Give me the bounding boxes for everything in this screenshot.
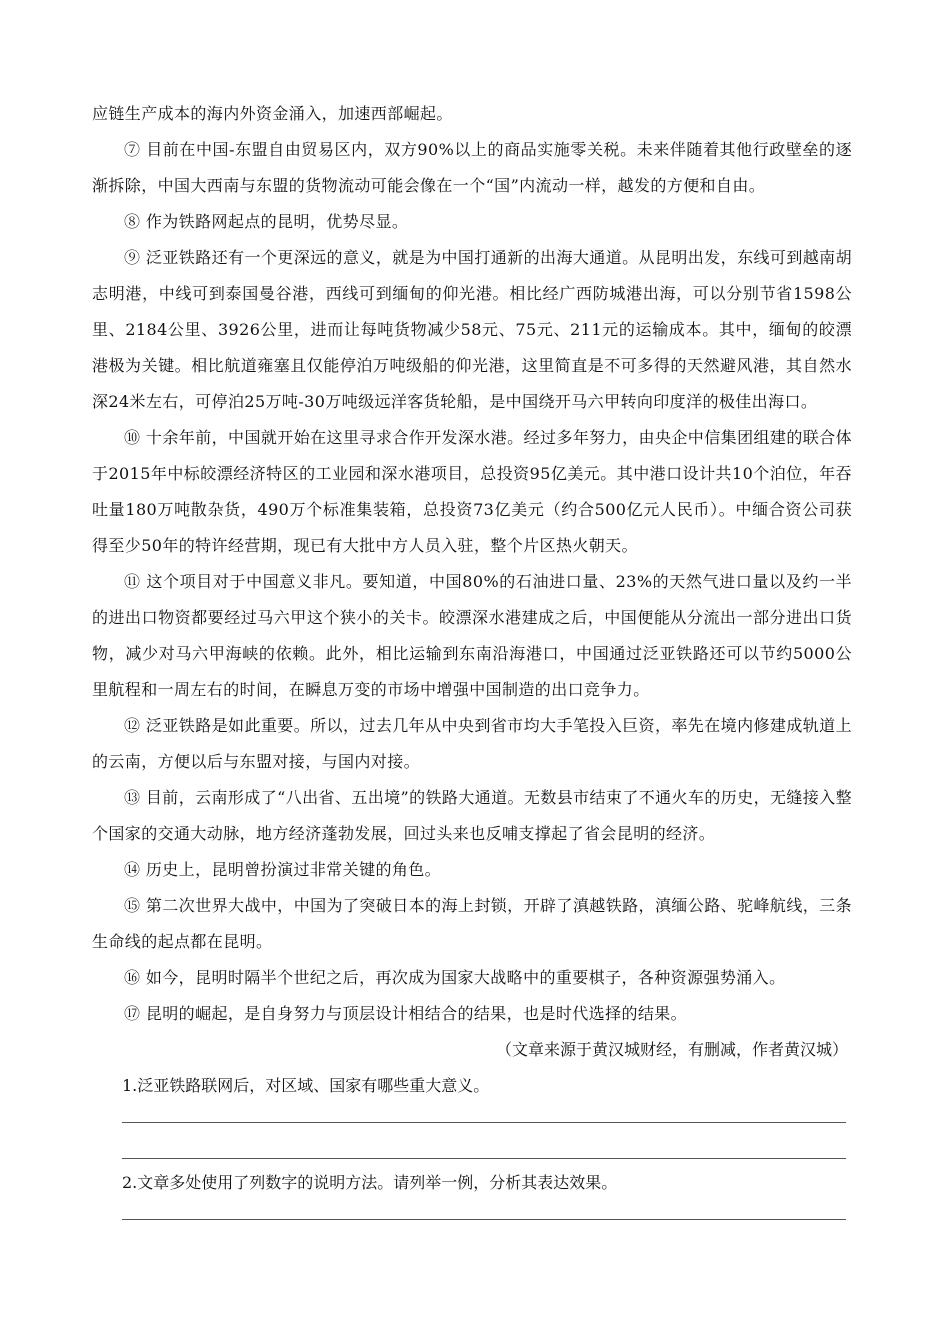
paragraph-17: ⑰ 昆明的崛起，是自身努力与顶层设计相结合的结果，也是时代选择的结果。 (124, 1004, 688, 1023)
paragraph-10: ⑩ 十余年前，中国就开始在这里寻求合作开发深水港。经过多年努力，由央企中信集团组建的联合体于2015年中标皎漂经济特区的工业园和深水港项目，总投资95亿美元。其中港口设计共10个泊位，年吞吐量180万吨散杂货，490万个标准集装箱，总投资73亿美元（约合500亿元人民币）。中缅合资公司获得至少50年的特许经营期，现已有大批中方人员入驻，整个片区热火朝天。 (92, 428, 852, 555)
paragraph-16: ⑯ 如今，昆明时隔半个世纪之后，再次成为国家大战略中的重要棋子，各种资源强势涌入。 (124, 968, 786, 987)
answer-line[interactable] (122, 1219, 846, 1220)
document-page (92, 96, 852, 1220)
paragraph-7: ⑦ 目前在中国-东盟自由贸易区内，双方90%以上的商品实施零关税。未来伴随着其他行政壁垒的逐渐拆除，中国大西南与东盟的货物流动可能会像在一个“国”内流动一样，越发的方便和自由。 (92, 140, 852, 195)
paragraph-13: ⑬ 目前，云南形成了“八出省、五出境”的铁路大通道。无数县市结束了不通火车的历史，无缝接入整个国家的交通大动脉，地方经济蓬勃发展，回过头来也反哺支撑起了省会昆明的经济。 (92, 788, 852, 843)
question-1: 1.泛亚铁路联网后，对区域、国家有哪些重大意义。 (122, 1076, 490, 1095)
paragraph-11: ⑪ 这个项目对于中国意义非凡。要知道，中国80%的石油进口量、23%的天然气进口量以及约一半的进出口物资都要经过马六甲这个狭小的关卡。皎漂深水港建成之后，中国便能从分流出一部分进出口货物，减少对马六甲海峡的依赖。此外，相比运输到东南沿海港口，中国通过泛亚铁路还可以节约5000公里航程和一周左右的时间，在瞬息万变的市场中增强中国制造的出口竞争力。 (92, 572, 852, 699)
paragraph-8: ⑧ 作为铁路网起点的昆明，优势尽显。 (124, 212, 409, 231)
paragraph-15: ⑮ 第二次世界大战中，中国为了突破日本的海上封锁，开辟了滇越铁路，滇缅公路、驼峰航线，三条生命线的起点都在昆明。 (92, 896, 852, 951)
paragraph-continuation: 应链生产成本的海内外资金涌入，加速西部崛起。 (92, 104, 453, 123)
paragraph-9: ⑨ 泛亚铁路还有一个更深远的意义，就是为中国打通新的出海大通道。从昆明出发，东线可到越南胡志明港，中线可到泰国曼谷港，西线可到缅甸的仰光港。相比经广西防城港出海，可以分别节省1598公里、2184公里、3926公里，进而让每吨货物减少58元、75元、211元的运输成本。其中，缅甸的皎漂港极为关键。相比航道雍塞且仅能停泊万吨级船的仰光港，这里简直是不可多得的天然避风港，其自然水深24米左右，可停泊25万吨-30万吨级远洋客货轮船，是中国绕开马六甲转向印度洋的极佳出海口。 (92, 248, 852, 411)
question-2: 2.文章多处使用了列数字的说明方法。请列举一例，分析其表达效果。 (122, 1173, 618, 1192)
paragraph-12: ⑫ 泛亚铁路是如此重要。所以，过去几年从中央到省市均大手笔投入巨资，率先在境内修建成轨道上的云南，方便以后与东盟对接，与国内对接。 (92, 716, 852, 771)
article-source: （文章来源于黄汉城财经，有删减，作者黄汉城） (495, 1040, 848, 1059)
paragraph-14: ⑭ 历史上，昆明曾扮演过非常关键的角色。 (124, 860, 442, 879)
